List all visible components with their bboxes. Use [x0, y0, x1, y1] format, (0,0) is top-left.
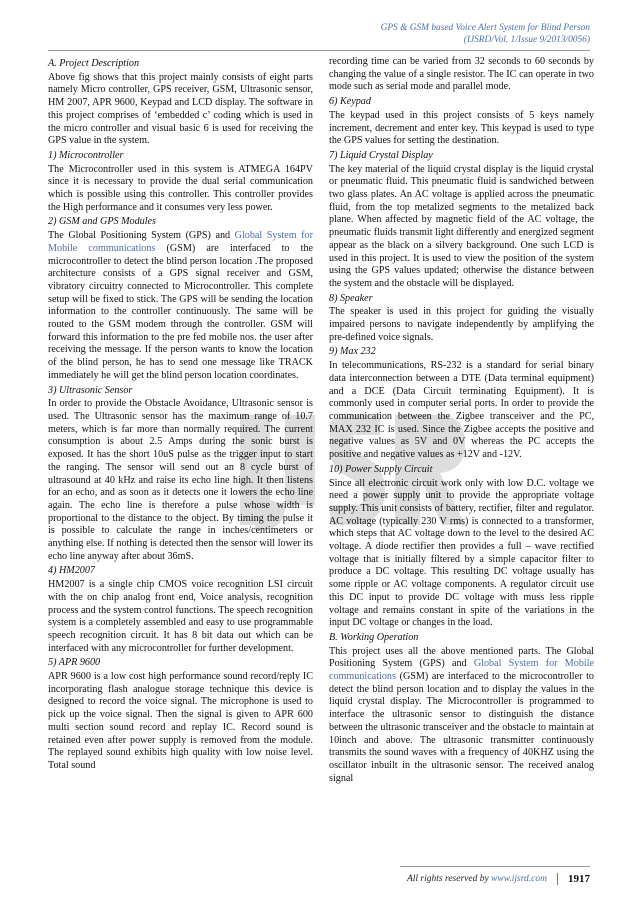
section-heading-project-description: A. Project Description — [48, 58, 140, 69]
footer-rights-text: All rights reserved by — [406, 874, 489, 884]
gsm-wiki-link[interactable]: Global System for Mobile communications — [48, 230, 313, 254]
right-column — [329, 56, 594, 787]
paragraph-microcontroller: The Microcontroller used in this system is ATMEGA 164PV since it is necessary to provide the dual serial communication which is possible using this controller. This controller provides the High performance and it consumes very less power. — [48, 163, 313, 213]
subsection-heading-hm2007: 4) HM2007 — [48, 565, 95, 577]
subsection-heading-max232: 9) Max 232 — [329, 346, 376, 358]
header-rule — [48, 50, 590, 51]
paragraph-power-supply: Since all electronic circuit work only with low D.C. voltage we need a power supply unit to provide the appropriate voltage supply. This unit consists of battery, rectifier, filter and regulator. AC voltage (typically 230 V rms) is connected to a transformer, which steps that AC voltage down to the level to the desired AC voltage. A diode rectifier then provides a full – wave rectified voltage that is initially filtered by a simple capacitor filter to produce a DC voltage. This resulting DC voltage usually has some ripple or AC voltage components. A regulator circuit use this DC input to provide DC voltage with muss less ripple voltage and remains constant in spite of the variations in the input DC voltage or changes in the load. — [329, 477, 594, 629]
working-text-a: This project uses all the above mentioned parts. The Global Positioning System (GPS) and — [329, 645, 594, 670]
paragraph-working-operation — [329, 646, 594, 786]
page-footer — [407, 873, 590, 885]
running-head-title: GPS & GSM based Voice Alert System for Blind Person — [380, 23, 590, 33]
paragraph-project-description: Above fig shows that this project mainly consists of eight parts namely Micro controller, GPS receiver, GSM, Ultrasonic sensor, HM 2007, APR 9600, Keypad and LCD display. The software in this project comprises of ‘embedded c’ coding which is used in the micro controller and visual basic 6 is used for receiving the GPS value in the system. — [48, 71, 313, 147]
gsm-gps-text-a: The Global Positioning System (GPS) and — [48, 230, 231, 242]
paragraph-lcd: The key material of the liquid crystal display is the liquid crystal or pneumatic fluid. This pneumatic fluid is sandwiched between two glass plates. An AC voltage is applied across the pneumatic fluid, from the top metalized segments to the metalized back plane. When affected by magnetic field of the AC voltage, the pneumatic fluids transmit light differently and energized segment appear as the black on a silvery background. One such LCD is used in this project. It is used to view the position of the system using the GPS values updated; otherwise the distance between the system and the obstacle will be displayed. — [329, 163, 594, 289]
section-heading-working-operation: B. Working Operation — [329, 631, 419, 643]
page-number: 1917 — [557, 873, 590, 885]
running-head-issue: (IJSRD/Vol. 1/Issue 9/2013/0056) — [463, 35, 590, 45]
subsection-heading-keypad: 6) Keypad — [329, 96, 371, 108]
gsm-gps-text-b: (GSM) are interfaced to the microcontroller to detect the blind person location .The proposed architecture consists of a GPS signal receiver and GSM, vibratory circuitry connected to Microcontroller. This complete setup will be fixed to stick. The GPS will be sending the location information to the controller continuously. The same will be routed to the GSM modem through the controller. GSM will forward this information to the pre fed mobile nos. the user after receiving the message. If the person wants to know the location of the blind person, he has to send one message like TRACK immediately he will get the blind person location coordinates. — [48, 242, 314, 381]
paragraph-keypad: The keypad used in this project consists of 5 keys namely increment, decrement and enter key. This keypad is used to type the GPS values for setting the destination. — [329, 109, 594, 147]
gsm-wiki-link-2[interactable]: Global System for Mobile communications — [329, 658, 595, 683]
subsection-heading-microcontroller: 1) Microcontroller — [48, 149, 124, 161]
subsection-heading-gsm-gps: 2) GSM and GPS Modules — [48, 216, 156, 228]
paragraph-hm2007: HM2007 is a single chip CMOS voice recognition LSI circuit with the on chip analog front end, Voice analysis, recognition process and the system control functions. The speech recognition system is a completely assembled and easy to use programmable speech recognition circuit. It has 8 bit data out which can be interfaced with any microcontroller for further development. — [48, 579, 313, 654]
subsection-heading-power-supply: 10) Power Supply Circuit — [329, 463, 433, 475]
running-head — [230, 22, 590, 46]
footer-rights — [407, 874, 547, 884]
subsection-heading-speaker: 8) Speaker — [329, 292, 373, 304]
paragraph-gsm-gps — [48, 230, 313, 382]
working-text-b: (GSM) are interfaced to the microcontroller to detect the blind person location and to display the values in the liquid crystal display. The Microcontroller is programmed to interface the ultrasonic sensor to distinguish the distance between the ultrasonic transceiver and the obstacle to maintain at 10inch and above. The ultrasonic transmitter continuously transmits the sound waves with a frequency of 40KHZ using the oscillator inbuilt in the ultrasonic sensor. The received analog signal — [329, 671, 594, 784]
paragraph-apr9600-continued: recording time can be varied from 32 seconds to 60 seconds by changing the value of a single resistor. The IC can operate in two mode such as serial mode and parallel mode. — [329, 56, 594, 93]
paragraph-speaker: The speaker is used in this project for guiding the visually impaired persons to navigate independently by amplifying the pre-defined voice signals. — [329, 306, 594, 343]
footer-rule — [400, 866, 590, 867]
paragraph-apr9600: APR 9600 is a low cost high performance sound record/reply IC incorporating flash analogue storage technique this device is designed to record the voice signal. The microphone is used to pick up the voice signal. Then the signal is given to APR 600 multi section sound record and replay IC. Record sound is retained even after power supply is removed from the module. The replayed sound exhibits high quality with low noise level. Total sound — [48, 671, 313, 771]
subsection-heading-apr9600: 5) APR 9600 — [48, 657, 101, 669]
paragraph-max232: In telecommunications, RS-232 is a standard for serial binary data interconnection between a DTE (Data terminal equipment) and a DCE (Data Circuit terminating Equipment). It is commonly used in computer serial ports. In order to provide the communication between the Zigbee transceiver and the PC, MAX 232 IC is used. Since the Zigbee accepts the positive and negative values as 5V and 0V whereas the PC accepts the positive and negative values as +12V and -12V. — [329, 360, 594, 461]
subsection-heading-lcd: 7) Liquid Crystal Display — [329, 149, 433, 161]
footer-website-link[interactable]: www.ijsrd.com — [491, 874, 547, 884]
left-column — [48, 56, 313, 775]
subsection-heading-ultrasonic: 3) Ultrasonic Sensor — [48, 384, 133, 396]
paragraph-ultrasonic: In order to provide the Obstacle Avoidance, Ultrasonic sensor is used. The Ultrasonic sensor has the maximum range of 10.7 meters, which is far more than normally required. The current consumption is about 2.5 Amps during the sonic burst is exposed. It has the short 10uS pulse as the trigger input to start the ranging. The sensor will send out an 8 cycle burst of ultrasound at 40 kHz and raise its echo line high. It then listens for an echo, and as soon as it detects one it lowers the echo line again. The echo line is therefore a pulse whose width is proportional to the distance to the object. By timing the pulse it is possible to calculate the range in inches/centimeters or anything else. If nothing is detected then the sensor will lower its echo line anyway after about 36mS. — [48, 398, 313, 562]
